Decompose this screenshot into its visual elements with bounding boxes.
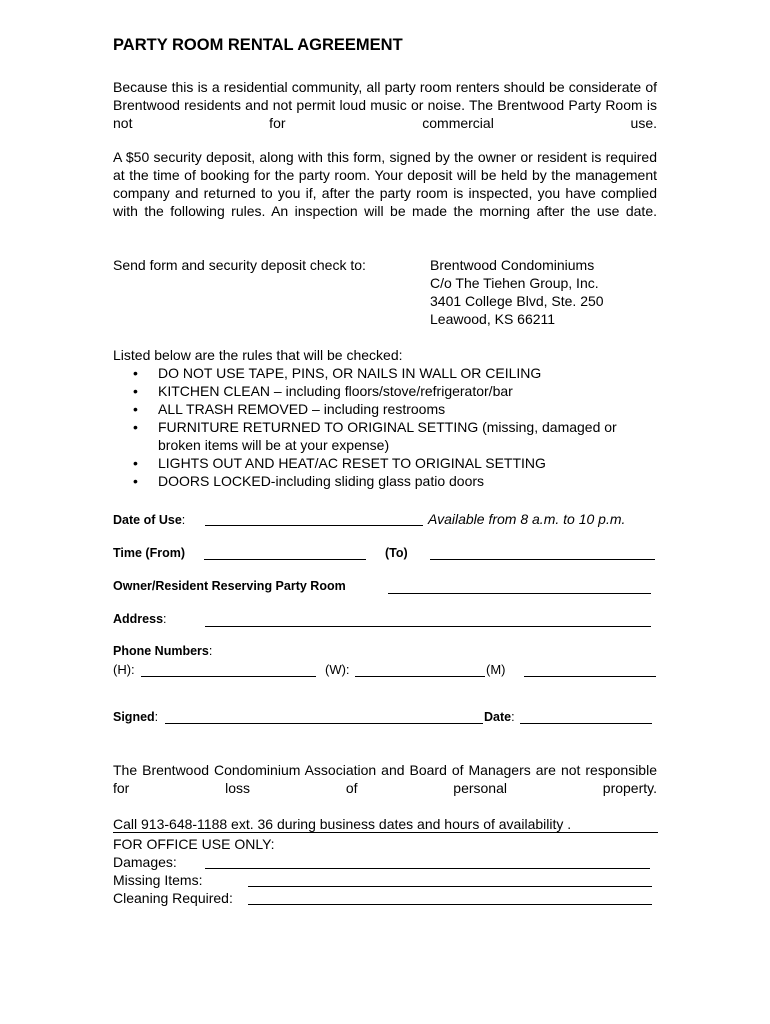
contact-line: Call 913-648-1188 ext. 36 during business dates and hours of availability . <box>113 816 572 832</box>
time-to-field[interactable] <box>430 546 655 560</box>
rule-item: • FURNITURE RETURNED TO ORIGINAL SETTING (missing, damaged or broken items will be at your expense) <box>133 419 617 453</box>
date-signed-label: Date: <box>484 710 515 724</box>
phone-work-label: (W): <box>325 662 350 677</box>
phone-numbers-label: Phone Numbers: <box>113 644 213 658</box>
address-line-4: Leawood, KS 66211 <box>430 311 556 327</box>
missing-items-field[interactable] <box>248 871 652 887</box>
page-title: PARTY ROOM RENTAL AGREEMENT <box>113 36 403 54</box>
time-from-label: Time (From) <box>113 546 185 560</box>
damages-label: Damages: <box>113 854 177 870</box>
divider <box>113 832 658 833</box>
bullet-icon: • <box>133 383 138 399</box>
community-paragraph: Because this is a residential community, all party room renters should be considerate of Brentwood residents and not permit loud music or noise. The Brentwood Party Room is not for commercial use. <box>113 79 657 131</box>
bullet-icon: • <box>133 455 138 471</box>
deposit-paragraph: A $50 security deposit, along with this form, signed by the owner or resident is required at the time of booking for the party room. Your deposit will be held by the management company and returned to you if, after the party room is inspected, you have complied with the following rules. An inspection will be made the morning after the use date. <box>113 149 657 219</box>
rule-item: • KITCHEN CLEAN – including floors/stove/refrigerator/bar <box>133 383 513 399</box>
signed-label: Signed: <box>113 710 159 724</box>
missing-items-label: Missing Items: <box>113 872 203 888</box>
date-signed-field[interactable] <box>520 710 652 724</box>
rules-list <box>113 364 673 490</box>
owner-resident-label: Owner/Resident Reserving Party Room <box>113 579 346 593</box>
owner-resident-field[interactable] <box>388 580 651 594</box>
liability-disclaimer: The Brentwood Condominium Association and Board of Managers are not responsible for loss of personal property. <box>113 762 657 796</box>
bullet-icon: • <box>133 365 138 381</box>
rule-item: • DO NOT USE TAPE, PINS, OR NAILS IN WALL OR CEILING <box>133 365 542 381</box>
cleaning-required-label: Cleaning Required: <box>113 890 233 906</box>
rule-item: • DOORS LOCKED-including sliding glass patio doors <box>133 473 485 489</box>
phone-home-label: (H): <box>113 662 135 677</box>
availability-note: Available from 8 a.m. to 10 p.m. <box>428 511 626 527</box>
address-line-2: C/o The Tiehen Group, Inc. <box>430 275 599 291</box>
rule-item: • LIGHTS OUT AND HEAT/AC RESET TO ORIGINAL SETTING <box>133 455 546 471</box>
mailing-address <box>430 256 670 328</box>
address-line-3: 3401 College Blvd, Ste. 250 <box>430 293 604 309</box>
time-from-field[interactable] <box>204 546 366 560</box>
phone-work-field[interactable] <box>355 663 485 677</box>
office-use-heading: FOR OFFICE USE ONLY: <box>113 836 275 852</box>
phone-mobile-label: (M) <box>486 662 506 677</box>
cleaning-required-field[interactable] <box>248 889 652 905</box>
rules-intro: Listed below are the rules that will be checked: <box>113 347 403 363</box>
rules-section <box>113 346 673 490</box>
send-form-label: Send form and security deposit check to: <box>113 257 366 273</box>
address-line-1: Brentwood Condominiums <box>430 257 595 273</box>
date-of-use-field[interactable] <box>205 512 423 526</box>
signature-field[interactable] <box>165 710 483 724</box>
bullet-icon: • <box>133 473 138 489</box>
time-to-label: (To) <box>385 546 408 560</box>
bullet-icon: • <box>133 401 138 417</box>
address-label: Address: <box>113 612 167 626</box>
bullet-icon: • <box>133 419 138 435</box>
date-of-use-label: Date of Use: <box>113 513 186 527</box>
address-field[interactable] <box>205 613 651 627</box>
rule-item: • ALL TRASH REMOVED – including restrooms <box>133 401 446 417</box>
phone-mobile-field[interactable] <box>524 663 656 677</box>
phone-home-field[interactable] <box>141 663 316 677</box>
damages-field[interactable] <box>205 853 650 869</box>
